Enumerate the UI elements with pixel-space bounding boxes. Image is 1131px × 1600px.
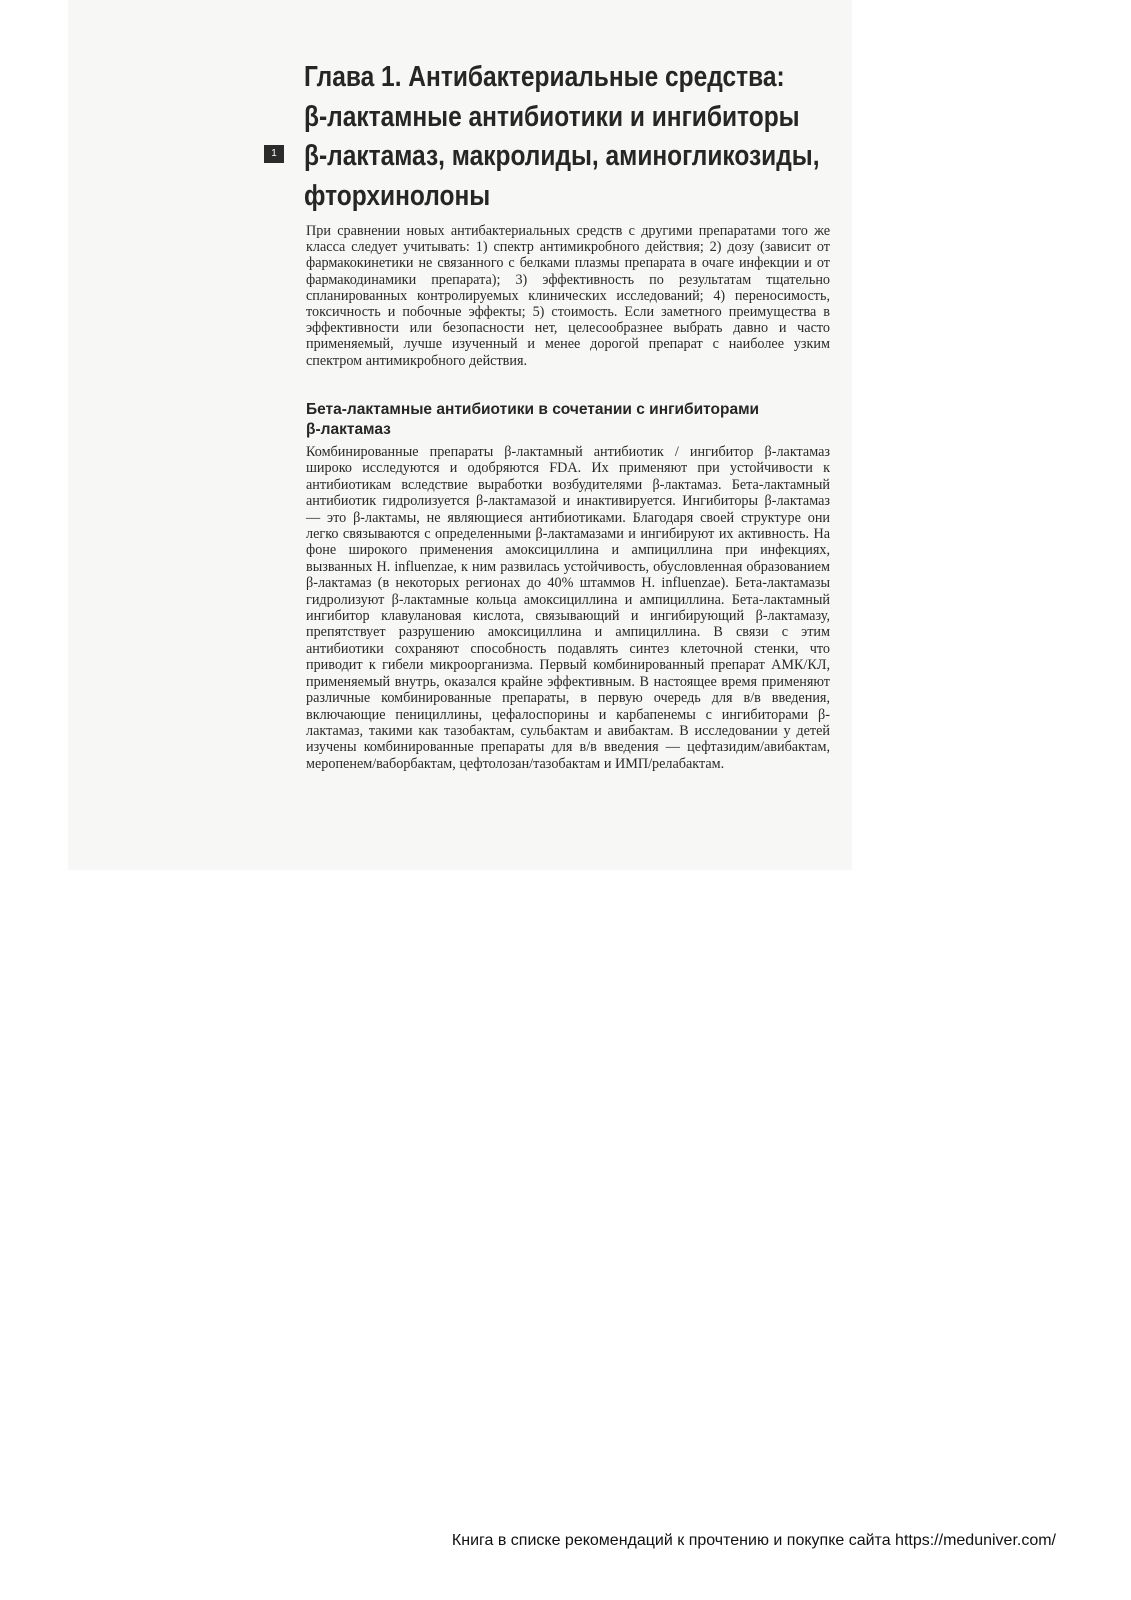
chapter-number-badge: 1	[264, 145, 284, 163]
chapter-title	[304, 58, 820, 216]
section-heading-line: β-лактамаз	[306, 421, 391, 438]
chapter-title-line: β-лактамаз, макролиды, аминогликозиды,	[304, 140, 820, 172]
chapter-title-line: фторхинолоны	[304, 179, 491, 212]
chapter-title-line: Глава 1. Антибактериальные средства:	[304, 61, 785, 93]
intro-paragraph: При сравнении новых антибактериальных средств с другими препаратами того же класса следует учитывать: 1) спектр антимикробного действия; 2) дозу (зависит от фармакокинетики не связанного с белками плазмы препарата в очаге инфекции и от фармакодинамики препарата); 3) эффективность по результатам тщательно спланированных контролируемых клинических исследований; 4) переносимость, токсичность и побочные эффекты; 5) стоимость. Если заметного преимущества в эффективности или безопасности нет, целесообразнее выбрать давно и часто применяемый, лучше изученный и менее дорогой препарат с наиболее узким спектром антимикробного действия.	[306, 223, 830, 369]
section-heading-line: Бета-лактамные антибиотики в сочетании с ингибиторами	[306, 401, 760, 418]
section-paragraph: Комбинированные препараты β-лактамный антибиотик / ингибитор β-лактамаз широко исследуются и одобряются FDA. Их применяют при устойчивости к антибиотикам вследствие выработки возбудителями β-лактамаз. Бета-лактамный антибиотик гидролизуется β-лактамазой и инактивируется. Ингибиторы β-лактамаз — это β-лактамы, не являющиеся антибиотиками. Благодаря своей структуре они легко связываются с определенными β-лактамазами и ингибируют их активность. На фоне широкого применения амоксициллина и ампициллина при инфекциях, вызванных H. influenzae, к ним развилась устойчивость, обусловленная образованием β-лактамаз (в некоторых регионах до 40% штаммов H. influenzae). Бета-лактамазы гидролизуют β-лактамные кольца амоксициллина и ампициллина. Бета-лактамный ингибитор клавулановая кислота, связывающий и ингибирующий β-лактамазу, препятствует разрушению амоксициллина и ампициллина. В связи с этим антибиотики сохраняют способность подавлять синтез клеточной стенки, что приводит к гибели микроорганизма. Первый комбинированный препарат АМК/КЛ, применяемый внутрь, оказался крайне эффективным. В настоящее время применяют различные комбинированные препараты, в первую очередь для в/в введения, включающие пенициллины, цефалоспорины и карбапенемы с ингибиторами β-лактамаз, такими как тазобактам, сульбактам и авибактам. В исследовании у детей изучены комбинированные препараты для в/в введения — цефтазидим/авибактам, меропенем/ваборбактам, цефтолозан/тазобактам и ИМП/релабактам.	[306, 444, 830, 772]
footer-note: Книга в списке рекомендаций к прочтению и покупке сайта https://meduniver.com/	[451, 1532, 1056, 1549]
chapter-title-line: β-лактамные антибиотики и ингибиторы	[304, 100, 800, 133]
section-heading	[306, 400, 831, 440]
